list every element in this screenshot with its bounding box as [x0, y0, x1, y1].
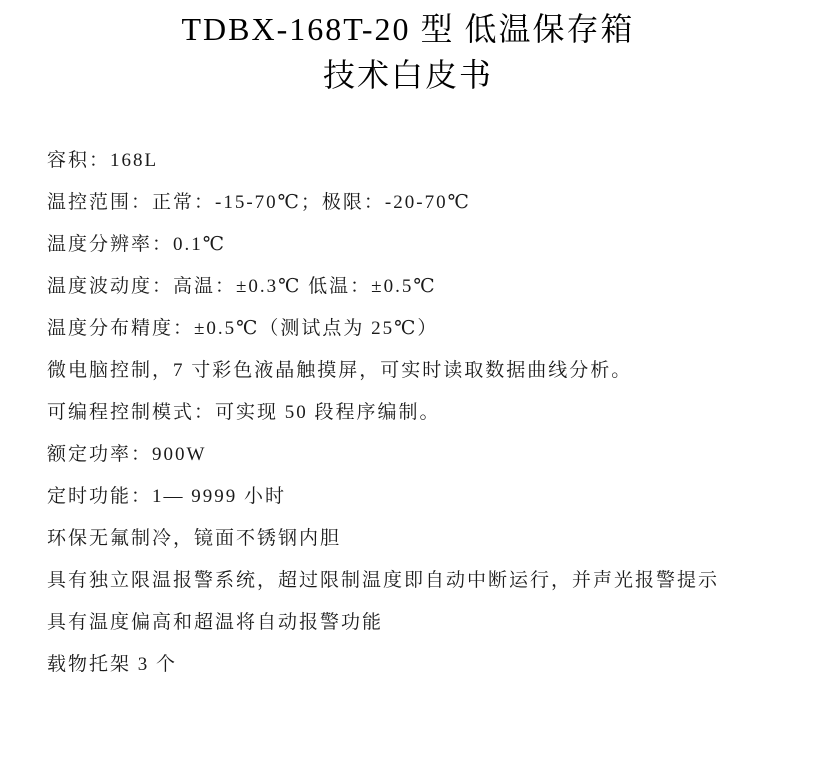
spec-line-program-mode: 可编程控制模式：可实现 50 段程序编制。 — [47, 402, 441, 423]
document-title — [0, 0, 816, 98]
spec-line-temp-uniformity: 温度分布精度：±0.5℃（测试点为 25℃） — [47, 318, 439, 339]
spec-line-limit-alarm: 具有独立限温报警系统，超过限制温度即自动中断运行，并声光报警提示 — [47, 570, 720, 591]
spec-line-temp-resolution: 温度分辨率：0.1℃ — [47, 234, 227, 255]
spec-line-temp-range: 温控范围：正常：-15-70℃；极限：-20-70℃ — [47, 192, 471, 213]
spec-line-controller: 微电脑控制，7 寸彩色液晶触摸屏，可实时读取数据曲线分析。 — [47, 360, 633, 381]
title-line-1: TDBX-168T-20 型 低温保存箱 — [181, 11, 635, 47]
spec-line-rated-power: 额定功率：900W — [47, 444, 207, 465]
spec-line-temp-fluctuation: 温度波动度：高温：±0.3℃ 低温：±0.5℃ — [47, 276, 437, 297]
spec-line-refrigeration: 环保无氟制冷，镜面不锈钢内胆 — [47, 528, 342, 549]
title-line-2: 技术白皮书 — [322, 57, 493, 93]
spec-line-timer: 定时功能：1— 9999 小时 — [47, 486, 287, 507]
spec-list — [0, 140, 816, 686]
spec-line-overtemp-alarm: 具有温度偏高和超温将自动报警功能 — [47, 612, 384, 633]
spec-line-shelves: 载物托架 3 个 — [47, 654, 178, 675]
spec-line-capacity: 容积：168L — [47, 150, 159, 171]
